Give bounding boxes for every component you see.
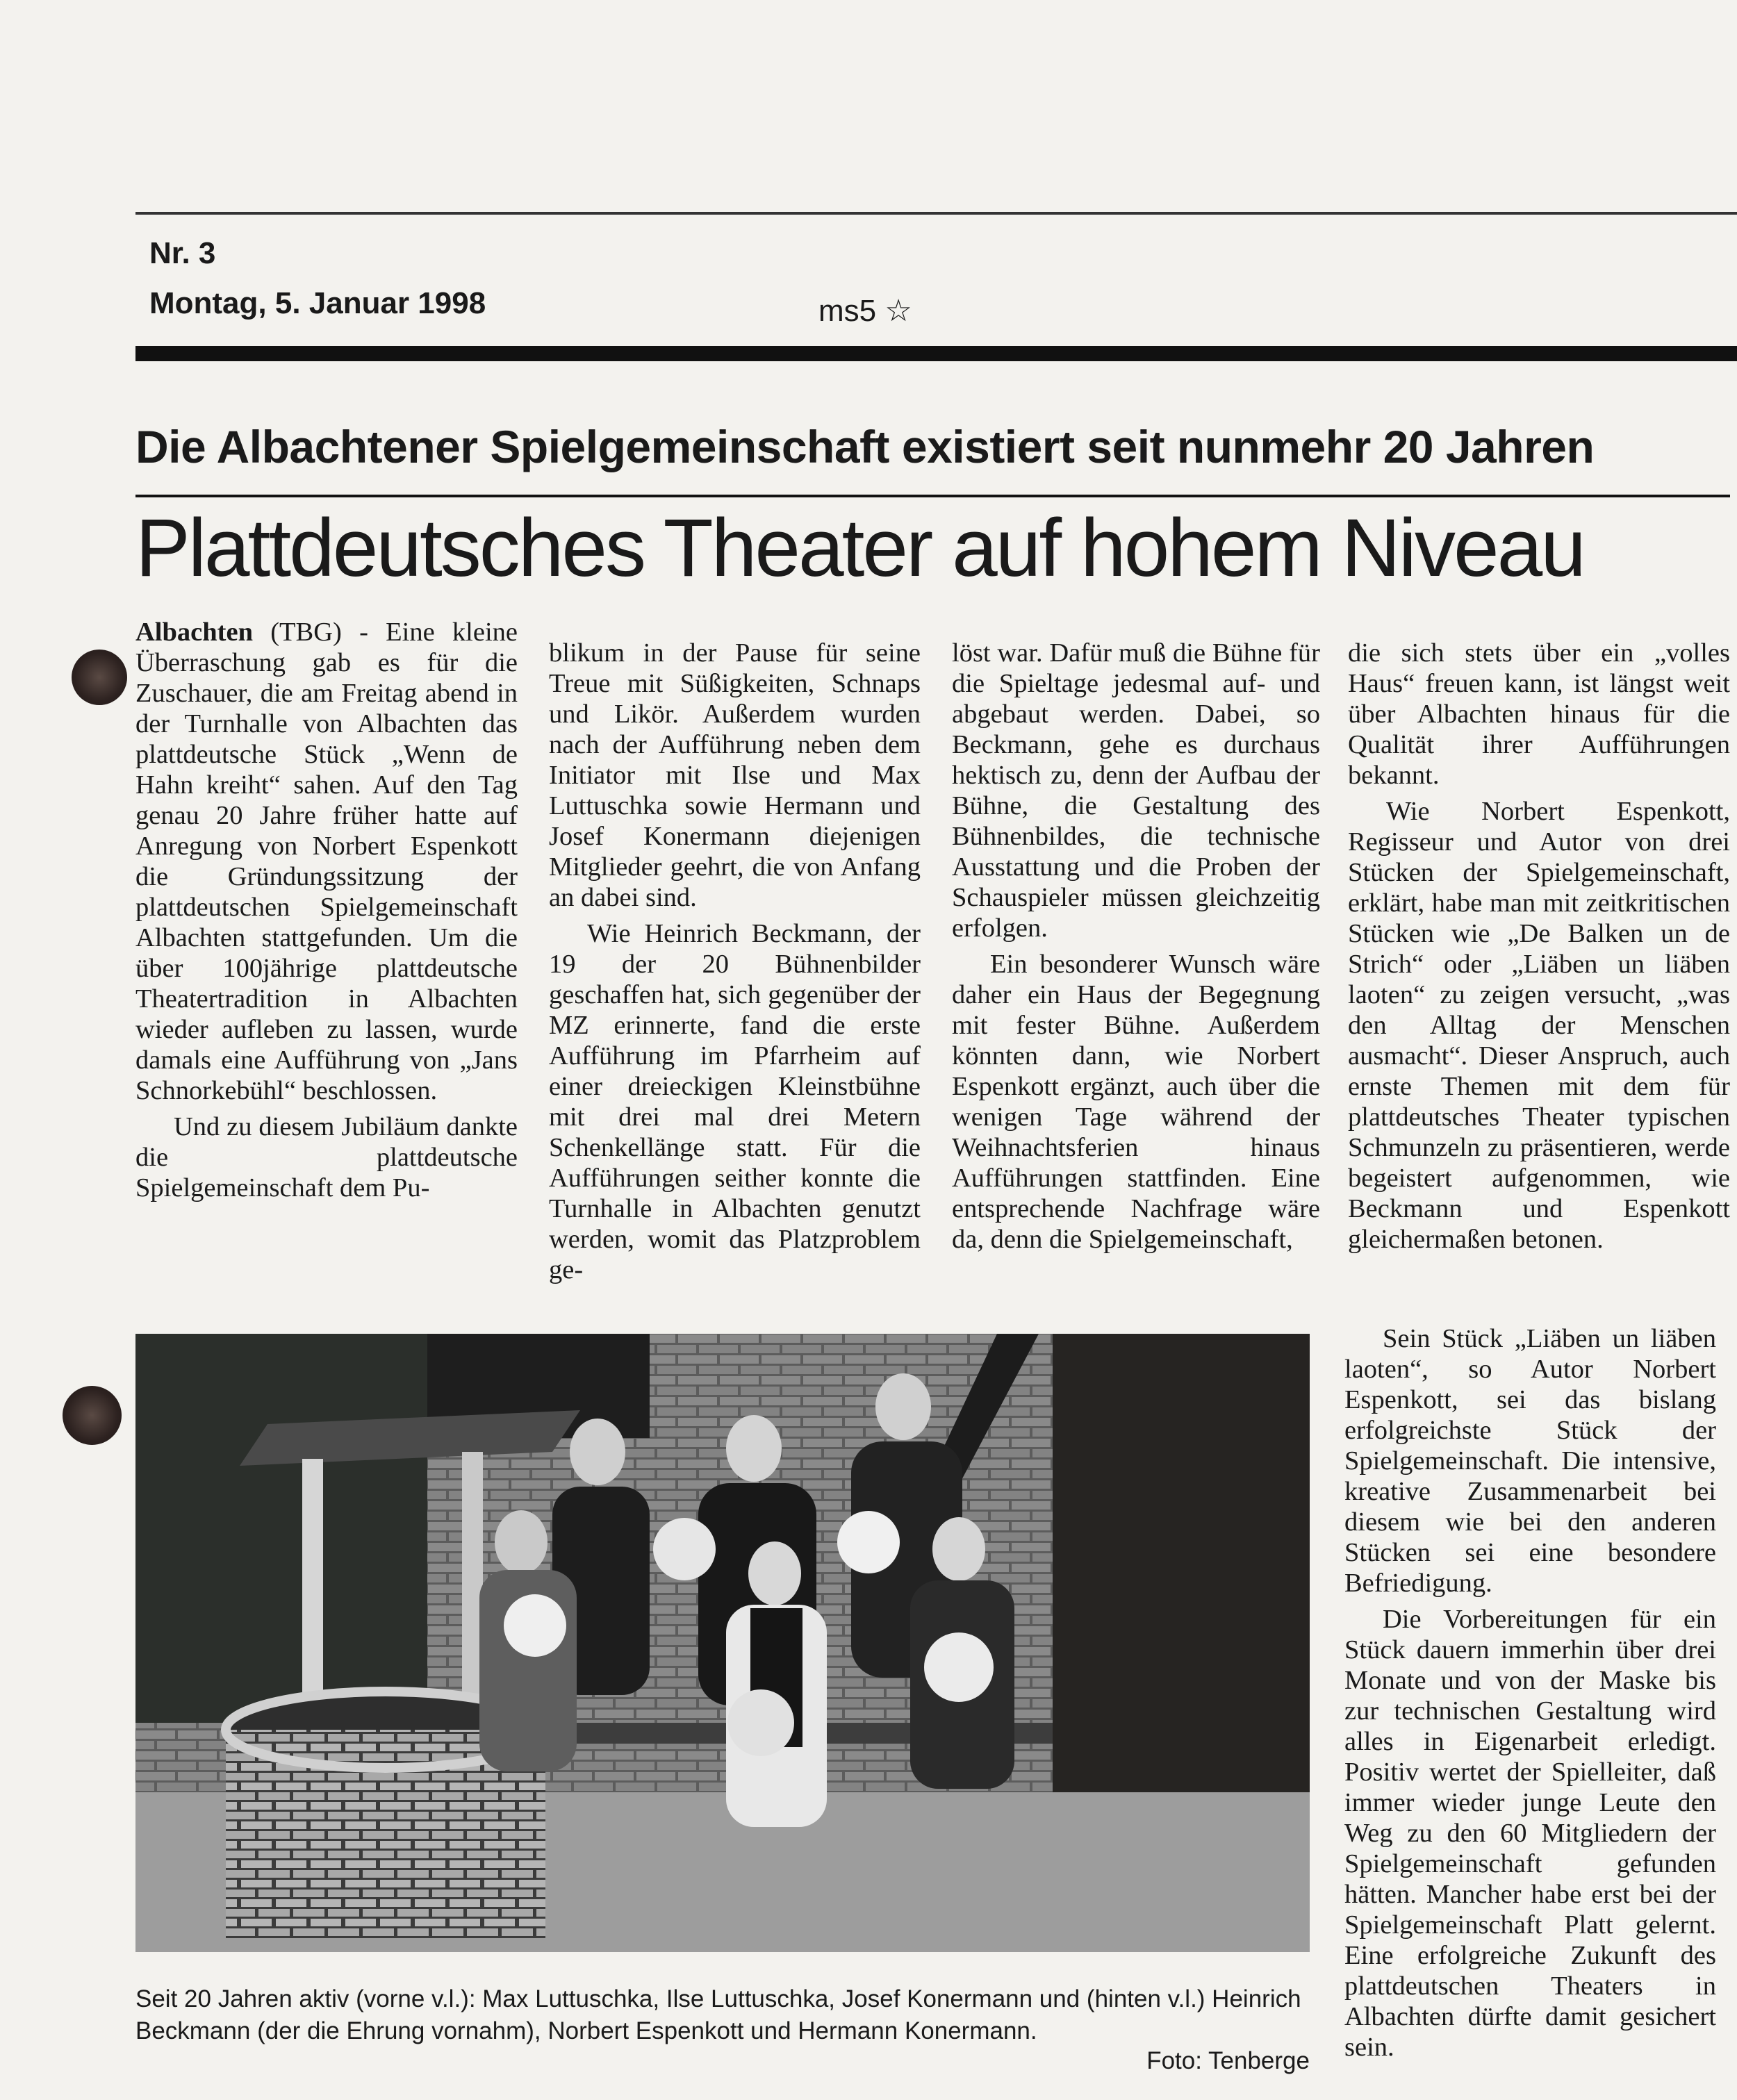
paragraph-2-start: Und zu diesem Jubiläum dankte die plattdeutsche Spielgemeinschaft dem Pu- xyxy=(135,1112,518,1202)
masthead-thick-rule xyxy=(135,346,1737,361)
kicker-headline: Die Albachtener Spielgemeinschaft existiert seit nunmehr 20 Jahren xyxy=(135,421,1595,472)
dateline: Albachten xyxy=(135,618,253,647)
article-column-2 xyxy=(549,638,921,1291)
paragraph-1-text: (TBG) - Eine kleine Überraschung gab es für die Zuschauer, die am Freitag abend in der Turnhalle von Albachten das plattdeutsche Stück „Wenn de Hahn kreiht“ sahen. Auf den Tag genau 20 Jahre früher hatte auf Anregung von Norbert Espenkott die Gründungssitzung der plattdeutschen Spielgemeinschaft Albachten stattgefunden. Um die über 100jährige plattdeutsche Theatertradition in Albachten wieder aufleben zu lassen, wurde damals eine Aufführung von „Jans Schnorkebühl“ beschlossen. xyxy=(135,618,518,1105)
paragraph-4-cont: die sich stets über ein „volles Haus“ freuen kann, ist längst weit über Albachten hinaus für die Qualität ihrer Aufführungen bekannt. xyxy=(1348,638,1730,790)
paragraph-5: Wie Norbert Espenkott, Regisseur und Autor von drei Stücken der Spielgemeinschaft, erklärt, habe man mit zeitkritischen Stücken wie „De Balken un de Strich“ oder „Liäben un liäben laoten“ zu zeigen versucht, „was den Alltag der Menschen ausmacht“. Dieser Anspruch, auch ernste Themen mit dem für plattdeutsches Theater typischen Schmunzeln zu präsentieren, werde begeistert aufgenommen, wie Beckmann und Espenkott gleichermaßen betonen. xyxy=(1348,797,1730,1254)
issue-number: Nr. 3 xyxy=(149,236,216,270)
paragraph-7: Die Vorbereitungen für ein Stück dauern immerhin über drei Monate und von der Maske bis zur technischen Gestaltung wird alles in Eigenarbeit erledigt. Positiv wertet der Spielleiter, daß immer wieder junge Leute den Weg zu den 60 Mitgliedern der Spielgemeinschaft gefunden hätten. Mancher habe erst bei der Spielgemeinschaft Platt gelernt. Eine erfolgreiche Zukunft des plattdeutschen Theaters in Albachten dürfte damit gesichert sein. xyxy=(1344,1605,1716,2062)
paragraph-3: Wie Heinrich Beckmann, der 19 der 20 Bühnenbilder geschaffen hat, sich gegenüber der MZ erinnerte, fand die erste Aufführung im Pfarrheim auf einer dreieckigen Kleinstbühne mit drei mal drei Metern Schenkellänge statt. Für die Aufführungen seither konnte die Turnhalle in Albachten genutzt werden, womit das Platzproblem ge- xyxy=(549,919,921,1284)
photo-credit: Foto: Tenberge xyxy=(1146,2047,1310,2074)
top-thin-rule xyxy=(135,212,1737,215)
paragraph-4: Ein besonderer Wunsch wäre daher ein Haus der Begegnung mit fester Bühne. Außerdem könnten dann, wie Norbert Espenkott ergänzt, auch über die wenigen Tage während der Weihnachtsferien hinaus Aufführungen stattfinden. Eine entsprechende Nachfrage wäre da, denn die Spielgemeinschaft, xyxy=(952,950,1320,1254)
punch-hole-top xyxy=(72,650,127,705)
main-headline: Plattdeutsches Theater auf hohem Niveau xyxy=(135,502,1584,594)
punch-hole-bottom xyxy=(63,1386,122,1445)
article-column-4 xyxy=(1348,638,1730,1260)
article-column-4-lower xyxy=(1344,1323,1716,2068)
paragraph-6: Sein Stück „Liäben un liäben laoten“, so Autor Norbert Espenkott, sei das bislang erfolgreichste Stück der Spielgemeinschaft. Die intensive, kreative Zusammenarbeit bei diesem wie bei den anderen Stücken sei eine besondere Befriedigung. xyxy=(1344,1324,1716,1598)
article-column-1 xyxy=(135,617,518,1209)
group-photo xyxy=(135,1334,1310,1952)
paragraph-3-cont: löst war. Dafür muß die Bühne für die Spieltage jedesmal auf- und abgebaut werden. Dabei, so Beckmann, gehe es durchaus hektisch zu, denn der Aufbau der Bühne, die Gestaltung des Bühnenbildes, die technische Ausstattung und die Proben der Schauspieler müssen gleichzeitig erfolgen. xyxy=(952,638,1320,943)
issue-date: Montag, 5. Januar 1998 xyxy=(149,286,486,320)
paragraph-2-cont: blikum in der Pause für seine Treue mit Süßigkeiten, Schnaps und Likör. Außerdem wurden nach der Aufführung neben dem Initiator mit Ilse und Max Luttuschka sowie Hermann und Josef Konermann diejenigen Mitglieder geehrt, die von Anfang an dabei sind. xyxy=(549,638,921,912)
article-column-3 xyxy=(952,638,1320,1260)
edition-code: ms5 ☆ xyxy=(818,294,912,328)
kicker-rule xyxy=(135,495,1730,497)
paragraph-1 xyxy=(135,617,518,1106)
group-photo-illustration xyxy=(135,1334,1310,1952)
photo-caption: Seit 20 Jahren aktiv (vorne v.l.): Max Luttuschka, Ilse Luttuschka, Josef Konermann und (hinten v.l.) Heinrich Beckmann (der die Ehrung vornahm), Norbert Espenkott und Hermann Konermann. xyxy=(135,1985,1301,2044)
